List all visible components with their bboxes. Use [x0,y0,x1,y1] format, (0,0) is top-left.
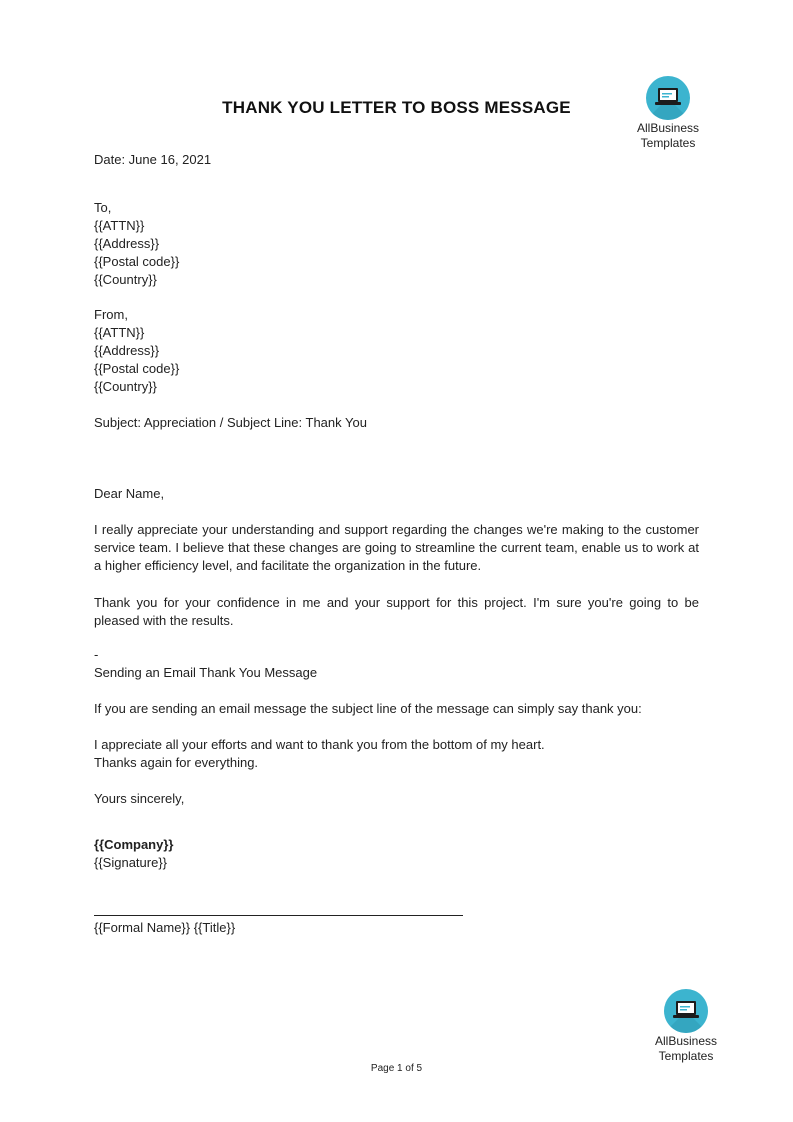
from-address: {{Address}} [94,343,160,358]
paragraph-2 [94,594,699,630]
page-title: THANK YOU LETTER TO BOSS MESSAGE [222,98,571,117]
email-heading [94,664,699,682]
to-label: To, [94,200,112,215]
laptop-icon [673,1000,699,1022]
email-lines [94,736,699,772]
closing [94,790,699,808]
salutation [94,485,699,503]
from-attn: {{ATTN}} [94,325,145,340]
logo-circle [664,989,708,1033]
laptop-icon [655,87,681,109]
from-block [94,306,699,396]
logo-text-line1: AllBusiness [636,121,700,135]
to-attn: {{ATTN}} [94,218,145,233]
signature-block [94,836,699,872]
dash-text: - [94,647,99,662]
dash-separator [94,646,699,664]
email-heading-text: Sending an Email Thank You Message [94,665,318,680]
email-intro-text: If you are sending an email message the subject line of the message can simply say thank you: [94,701,642,716]
formal-name-text: {{Formal Name}} {{Title}} [94,920,236,935]
to-country: {{Country}} [94,272,157,287]
logo-bottom [641,989,731,1063]
signature-placeholder: {{Signature}} [94,855,168,870]
formal-name-block [94,919,699,937]
company-placeholder: {{Company}} [94,837,174,852]
logo-circle [646,76,690,120]
closing-text: Yours sincerely, [94,791,185,806]
letter-date [94,151,699,169]
email-intro [94,700,699,718]
logo-text-line1: AllBusiness [654,1034,718,1048]
logo-text-line2: Templates [658,1049,714,1063]
page-number: Page 1 of 5 [370,1063,423,1074]
paragraph-2-text: Thank you for your confidence in me and your support for this project. I'm sure you're going to be pleased with the results. [94,595,699,628]
from-label: From, [94,307,128,322]
signature-line [94,915,463,916]
paragraph-1 [94,521,699,575]
to-address: {{Address}} [94,236,160,251]
from-postal: {{Postal code}} [94,361,180,376]
email-line-1: I appreciate all your efforts and want to thank you from the bottom of my heart. [94,737,545,752]
email-line-2: Thanks again for everything. [94,755,259,770]
to-block [94,199,699,289]
salutation-text: Dear Name, [94,486,165,501]
logo-text-line2: Templates [640,136,696,150]
subject-text: Subject: Appreciation / Subject Line: Thank You [94,415,367,430]
subject-line [94,414,699,432]
paragraph-1-text: I really appreciate your understanding and support regarding the changes we're making to the customer service team. I believe that these changes are going to streamline the current team, enable us to work at a higher efficiency level, and facilitate the organization in the future. [94,522,699,573]
date-line: Date: June 16, 2021 [94,152,212,167]
to-postal: {{Postal code}} [94,254,180,269]
logo-top [623,76,713,150]
from-country: {{Country}} [94,379,157,394]
